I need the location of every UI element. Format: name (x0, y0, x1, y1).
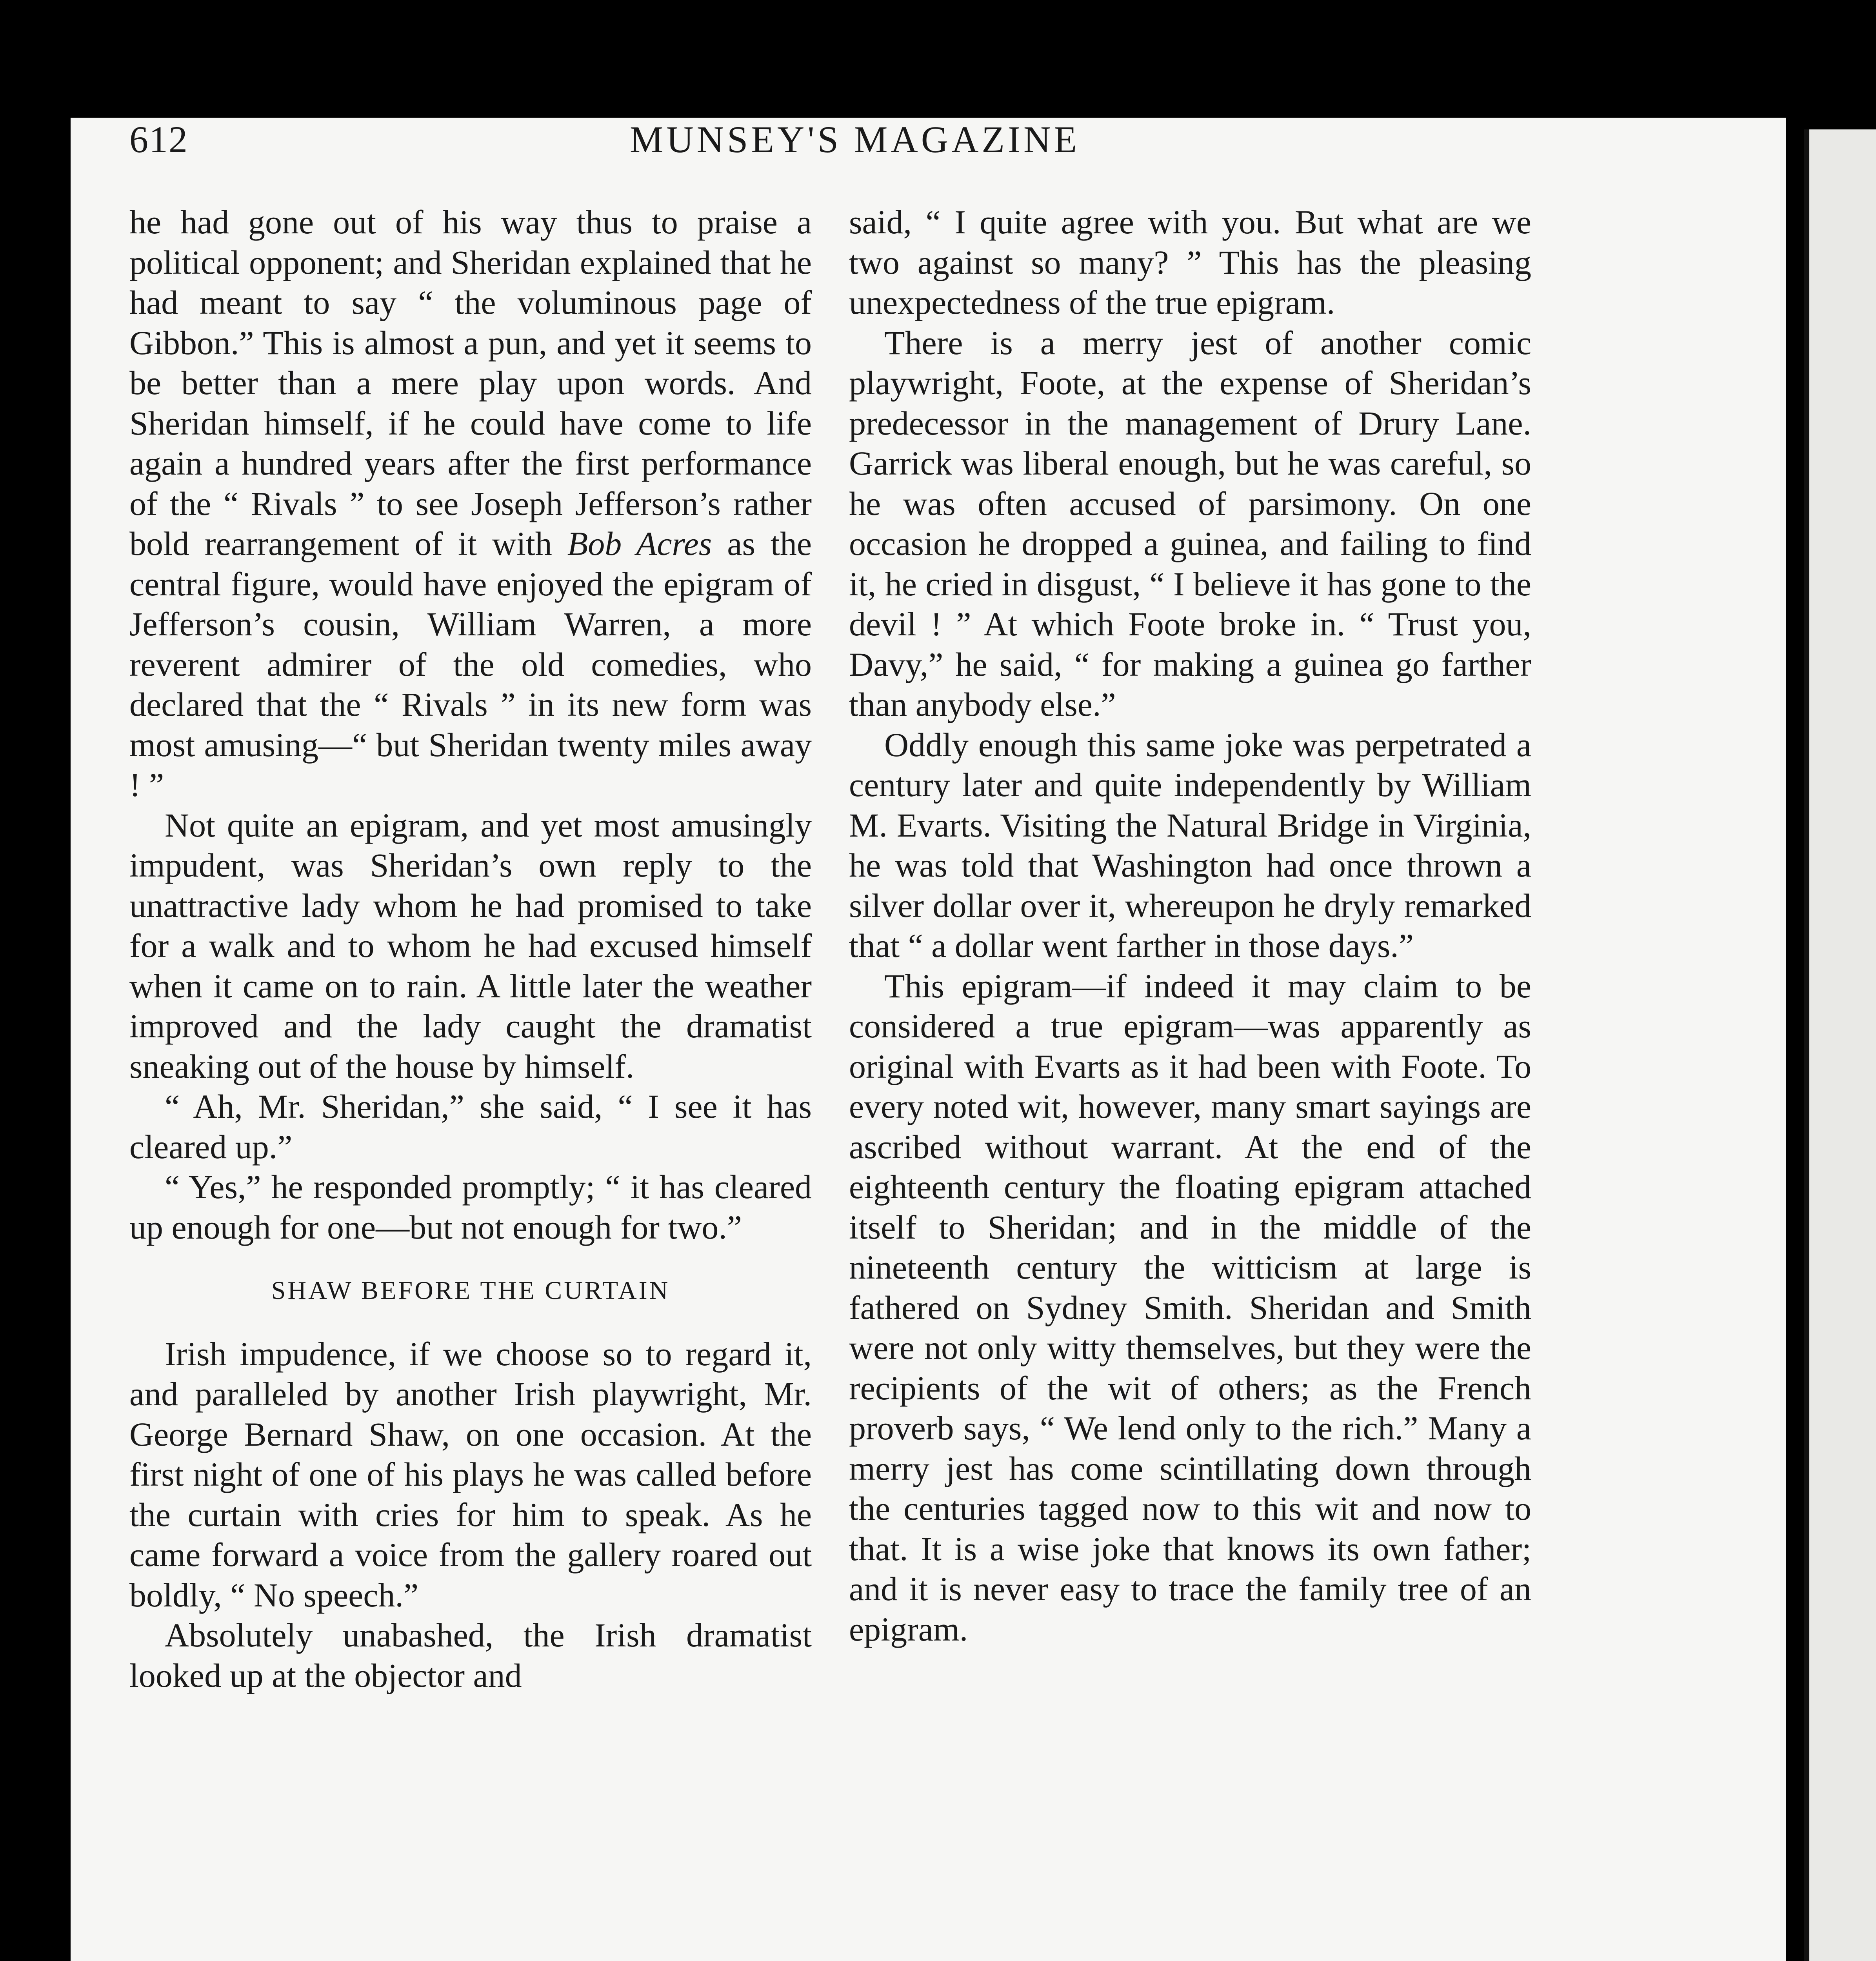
right-column (849, 202, 1531, 1649)
paragraph-text: as the central figure, would have enjoyed the epigram of Jefferson’s cousin, William Warren, a more reverent admirer of the old comedies, who declared that the “ Rivals ” in its new form was most amusing—“ but Sheridan twenty miles away ! ” (129, 525, 812, 804)
paragraph-text: he had gone out of his way thus to praise a political opponent; and Sheridan explained that he had meant to say “ the voluminous page of Gibbon.” This is almost a pun, and yet it seems to be better than a mere play upon words. And Sheridan himself, if he could have come to life again a hundred years after the first performance of the “ Rivals ” to see Joseph Jefferson’s rather bold rearrangement of it with (129, 203, 812, 562)
page-number: 612 (129, 118, 188, 160)
paragraph: This epigram—if indeed it may claim to be considered a true epigram—was apparently as original with Evarts as it had been with Foote. To every noted wit, however, many smart sayings are ascribed without warrant. At the end of the eighteenth century the floating epigram attached itself to Sheridan; and in the middle of the nineteenth century the witticism at large is fathered on Sydney Smith. Sheridan and Smith were not only witty themselves, but they were the recipients of the wit of others; as the French proverb says, “ We lend only to the rich.” Many a merry jest has come scintillating down through the centuries tagged now to this wit and now to that. It is a wise joke that knows its own father; and it is never easy to trace the family tree of an epigram. (849, 967, 1531, 1648)
italic-text: Bob Acres (567, 525, 712, 562)
section-heading: SHAW BEFORE THE CURTAIN (271, 1276, 670, 1305)
paragraph: Irish impudence, if we choose so to regard it, and paralleled by another Irish playwright, Mr. George Bernard Shaw, on one occasion. At the first night of one of his plays he was called before the curtain with cries for him to speak. As he came forward a voice from the gallery roared out boldly, “ No speech.” (129, 1335, 812, 1614)
adjacent-page-edge (1804, 129, 1876, 1961)
paragraph (129, 202, 812, 805)
paragraph: Oddly enough this same joke was perpetrated a century later and quite independently by William M. Evarts. Visiting the Natural Bridge in Virginia, he was told that Washington had once thrown a silver dollar over it, whereupon he dryly remarked that “ a dollar went farther in those days.” (849, 726, 1531, 964)
page-header (129, 118, 1580, 176)
paragraph: said, “ I quite agree with you. But what are we two against so many? ” This has the pleasing unexpectedness of the true epigram. (849, 203, 1531, 321)
paragraph: Not quite an epigram, and yet most amusingly impudent, was Sheridan’s own reply to the unattractive lady whom he had promised to take for a walk and to whom he had excused himself when it came on to rain. A little later the weather improved and the lady caught the dramatist sneaking out of the house by himself. (129, 806, 812, 1085)
left-column (129, 202, 812, 1695)
paragraph: Absolutely unabashed, the Irish dramatist looked up at the objector and (129, 1616, 812, 1694)
paragraph: “ Ah, Mr. Sheridan,” she said, “ I see it has cleared up.” (129, 1088, 812, 1166)
paragraph: There is a merry jest of another comic playwright, Foote, at the expense of Sheridan’s predecessor in the management of Drury Lane. Garrick was liberal enough, but he was careful, so he was often accused of parsimony. On one occasion he dropped a guinea, and failing to find it, he cried in disgust, “ I believe it has gone to the devil ! ” At which Foote broke in. “ Trust you, Davy,” he said, “ for making a guinea go farther than anybody else.” (849, 324, 1531, 723)
paragraph: “ Yes,” he responded promptly; “ it has cleared up enough for one—but not enough for two.” (129, 1168, 812, 1246)
running-title: MUNSEY'S MAGAZINE (630, 118, 1080, 160)
